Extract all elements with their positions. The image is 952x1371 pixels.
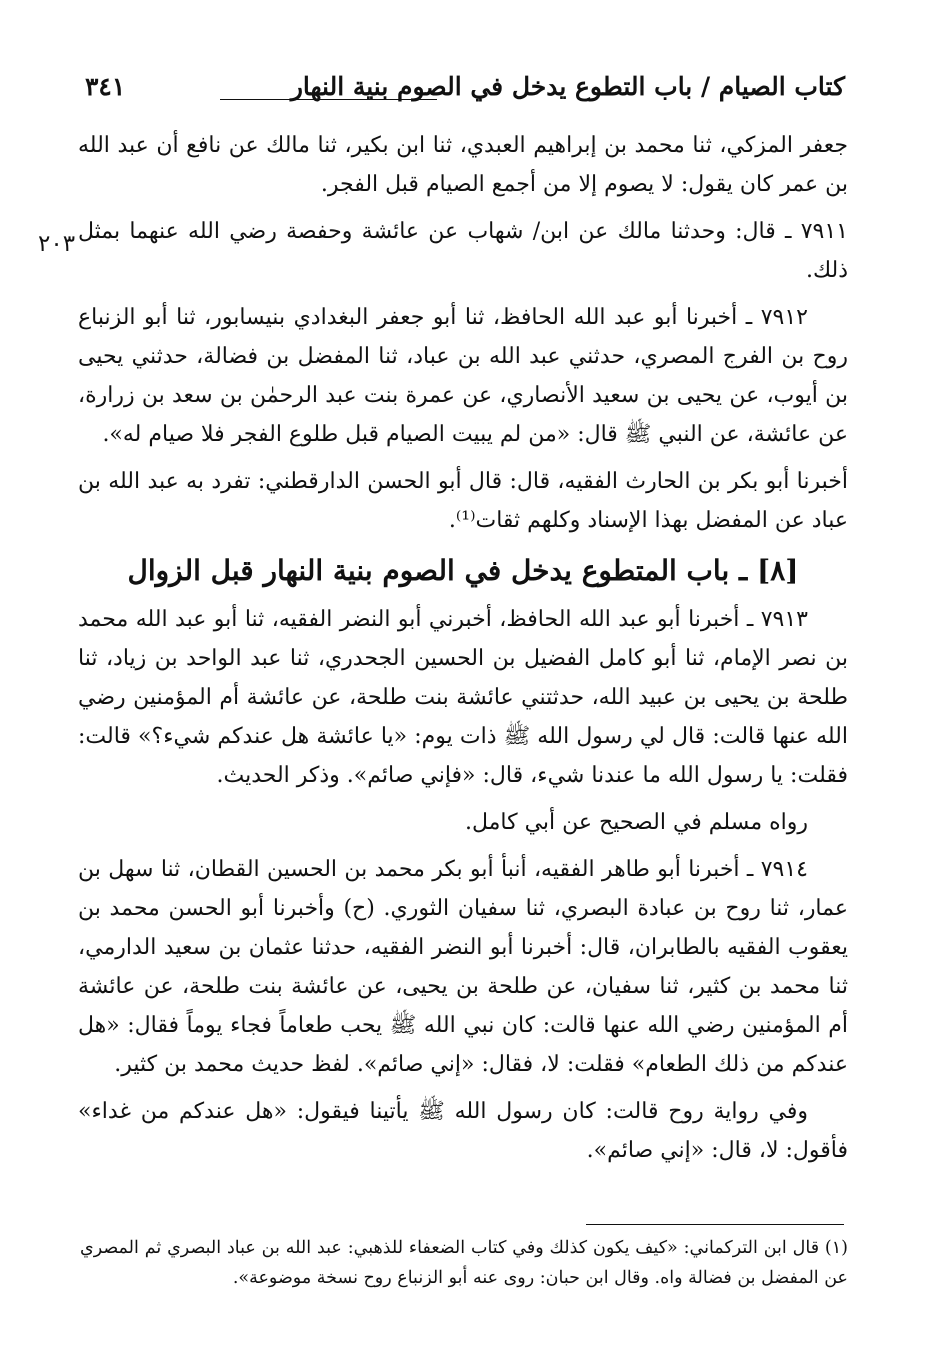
main-text <box>78 126 848 1178</box>
margin-volume-page-marker: ٢٠٣ <box>38 231 76 257</box>
page-number: ٣٤١ <box>85 72 126 101</box>
paragraph-muslim: رواه مسلم في الصحيح عن أبي كامل. <box>464 810 808 835</box>
hadith-7913: ٧٩١٣ ـ أخبرنا أبو عبد الله الحافظ، أخبرني أبو النضر الفقيه، ثنا أبو عبد الله محمد بن نصر الإمام، ثنا أبو كامل الفضيل بن الحسين الجحدري، ثنا عبد الواحد بن زياد، ثنا طلحة بن يحيى بن عبيد الله، حدثتني عائشة بنت طلحة، عن عائشة أم المؤمنين رضي الله عنها قالت: قال لي رسول الله ﷺ ذات يوم: «يا عائشة هل عندكم شيء؟» قالت: فقلت: يا رسول الله ما عندنا شيء، قال: «فإني صائم». وذكر الحديث. <box>78 607 848 788</box>
paragraph-daraqutni: أخبرنا أبو بكر بن الحارث الفقيه، قال: قال أبو الحسن الدارقطني: تفرد به عبد الله بن عباد عن المفضل بهذا الإسناد وكلهم ثقات⁽¹⁾. <box>78 469 848 533</box>
section-heading: [٨] ـ باب المتطوع يدخل في الصوم بنية النهار قبل الزوال <box>127 554 799 587</box>
page-header <box>85 72 845 114</box>
footnote: (١) قال ابن التركماني: «كيف يكون كذلك وفي كتاب الضعفاء للذهبي: عبد الله بن عباد البصري ثم المصري عن المفضل بن فضالة واه. وقال ابن حبان: روى عنه أبو الزنباع روح نسخة موضوعة». <box>80 1238 848 1288</box>
paragraph-1: جعفر المزكي، ثنا محمد بن إبراهيم العبدي، ثنا ابن بكير، ثنا مالك عن نافع أن عبد الله بن عمر كان يقول: لا يصوم إلا من أجمع الصيام قبل الفجر. <box>78 133 848 197</box>
paragraph-rawh: وفي رواية روح قالت: كان رسول الله ﷺ يأتينا فيقول: «هل عندكم من غداء» فأقول: لا، قال: «إني صائم». <box>78 1099 848 1163</box>
hadith-7914: ٧٩١٤ ـ أخبرنا أبو طاهر الفقيه، أنبأ أبو بكر محمد بن الحسين القطان، ثنا سهل بن عمار، ثنا روح بن عبادة البصري، ثنا سفيان الثوري. (ح) وأخبرنا أبو الحسن محمد بن يعقوب الفقيه بالطابران، قال: أخبرنا أبو النضر الفقيه، حدثنا عثمان بن سعيد الدارمي، ثنا محمد بن كثير، ثنا سفيان، عن طلحة بن يحيى، عن عائشة بنت طلحة، عن عائشة أم المؤمنين رضي الله عنها قالت: كان نبي الله ﷺ يحب طعاماً فجاء يوماً فقال: «هل عندكم من ذلك الطعام» فقلت: لا، فقال: «إني صائم». لفظ حديث محمد بن كثير. <box>78 857 848 1077</box>
header-rule <box>220 99 437 100</box>
footnote-rule <box>586 1224 844 1225</box>
hadith-7912: ٧٩١٢ ـ أخبرنا أبو عبد الله الحافظ، ثنا أبو جعفر البغدادي بنيسابور، ثنا أبو الزنباع روح بن الفرج المصري، حدثني عبد الله بن عباد، ثنا المفضل بن فضالة، حدثني يحيى بن أيوب، عن يحيى بن سعيد الأنصاري، عن عمرة بنت عبد الرحمٰن بن سعد بن زرارة، عن عائشة، عن النبي ﷺ قال: «من لم يبيت الصيام قبل طلوع الفجر فلا صيام له». <box>78 305 848 447</box>
hadith-7911: ٧٩١١ ـ قال: وحدثنا مالك عن ابن/ شهاب عن عائشة وحفصة رضي الله عنهما بمثل ذلك. <box>78 219 848 283</box>
running-title: كتاب الصيام / باب التطوع يدخل في الصوم بنية النهار <box>290 72 845 101</box>
